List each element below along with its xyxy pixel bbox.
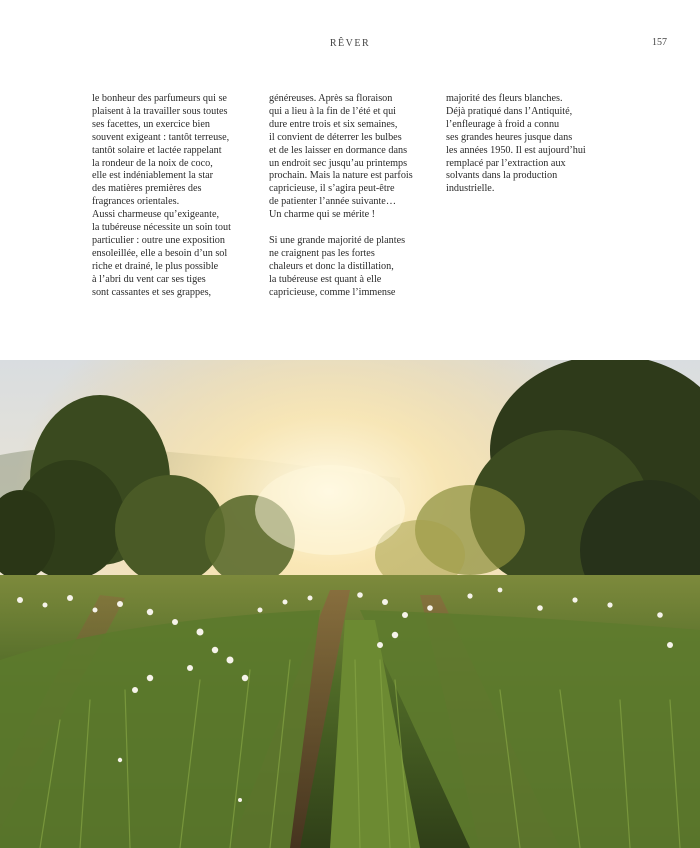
text-line: fragrances orientales.: [92, 196, 180, 208]
text-line: l’enfleurage à froid a connu: [446, 118, 560, 130]
text-line: plaisent à la travailler sous toutes: [92, 105, 228, 117]
text-line: prochain. Mais la nature est parfois: [269, 170, 413, 182]
text-line: de patienter l’année suivante…: [269, 196, 397, 208]
text-line: des matières premières des: [92, 183, 202, 195]
text-line: la tubéreuse nécessite un soin tout: [92, 222, 231, 234]
grass-rows: [0, 610, 700, 848]
text-column-1: [92, 93, 262, 300]
text-line: elle est indéniablement la star: [92, 170, 214, 182]
text-line: Si une grande majorité de plantes: [269, 235, 406, 247]
text-line: le bonheur des parfumeurs qui se: [92, 93, 227, 104]
text-line: ses facettes, un exercice bien: [92, 118, 210, 130]
text-line: et de les laisser en dormance dans: [269, 144, 408, 156]
text-line: qui a lieu à la fin de l’été et qui: [269, 105, 397, 117]
text-line: industrielle.: [446, 183, 495, 195]
text-line: majorité des fleurs blanches.: [446, 93, 563, 104]
tuberose-field-photo: [0, 360, 700, 848]
text-line: les années 1950. Il est aujourd’hui: [446, 144, 586, 156]
text-line: sont cassantes et ses grappes,: [92, 286, 212, 298]
text-line: il convient de déterrer les bulbes: [269, 131, 402, 143]
text-line: particulier : outre une exposition: [92, 234, 225, 246]
text-line: capricieuse, il s’agira peut-être: [269, 183, 395, 195]
page-number: 157: [652, 37, 667, 48]
text-line: la rondeur de la noix de coco,: [92, 157, 213, 169]
text-line: chaleurs et donc la distillation,: [269, 260, 394, 272]
text-line: Aussi charmeuse qu’exigeante,: [92, 209, 220, 221]
text-column-3: [446, 93, 616, 196]
text-line: souvent exigeant : tantôt terreuse,: [92, 131, 230, 143]
text-line: riche et drainé, le plus possible: [92, 260, 219, 272]
text-line: solvants dans la production: [446, 170, 558, 182]
text-line: la tubéreuse est quant à elle: [269, 273, 382, 285]
text-line: ne craignent pas les fortes: [269, 247, 375, 259]
text-line: un endroit sec jusqu’au printemps: [269, 157, 408, 169]
text-line: à l’abri du vent car ses tiges: [92, 273, 206, 285]
running-head: RÊVER: [329, 38, 371, 49]
text-column-2: [269, 93, 439, 300]
text-line: généreuses. Après sa floraison: [269, 93, 393, 104]
text-line: dure entre trois et six semaines,: [269, 118, 398, 130]
text-line: Déjà pratiqué dans l’Antiquité,: [446, 105, 573, 117]
text-line: remplacé par l’extraction aux: [446, 157, 566, 169]
text-line: ses grandes heures jusque dans: [446, 131, 573, 143]
text-line: capricieuse, comme l’immense: [269, 286, 396, 298]
text-line: Un charme qui se mérite !: [269, 209, 376, 221]
text-line: tantôt solaire et lactée rappelant: [92, 144, 222, 156]
text-line: ensoleillée, elle a besoin d’un sol: [92, 247, 228, 259]
